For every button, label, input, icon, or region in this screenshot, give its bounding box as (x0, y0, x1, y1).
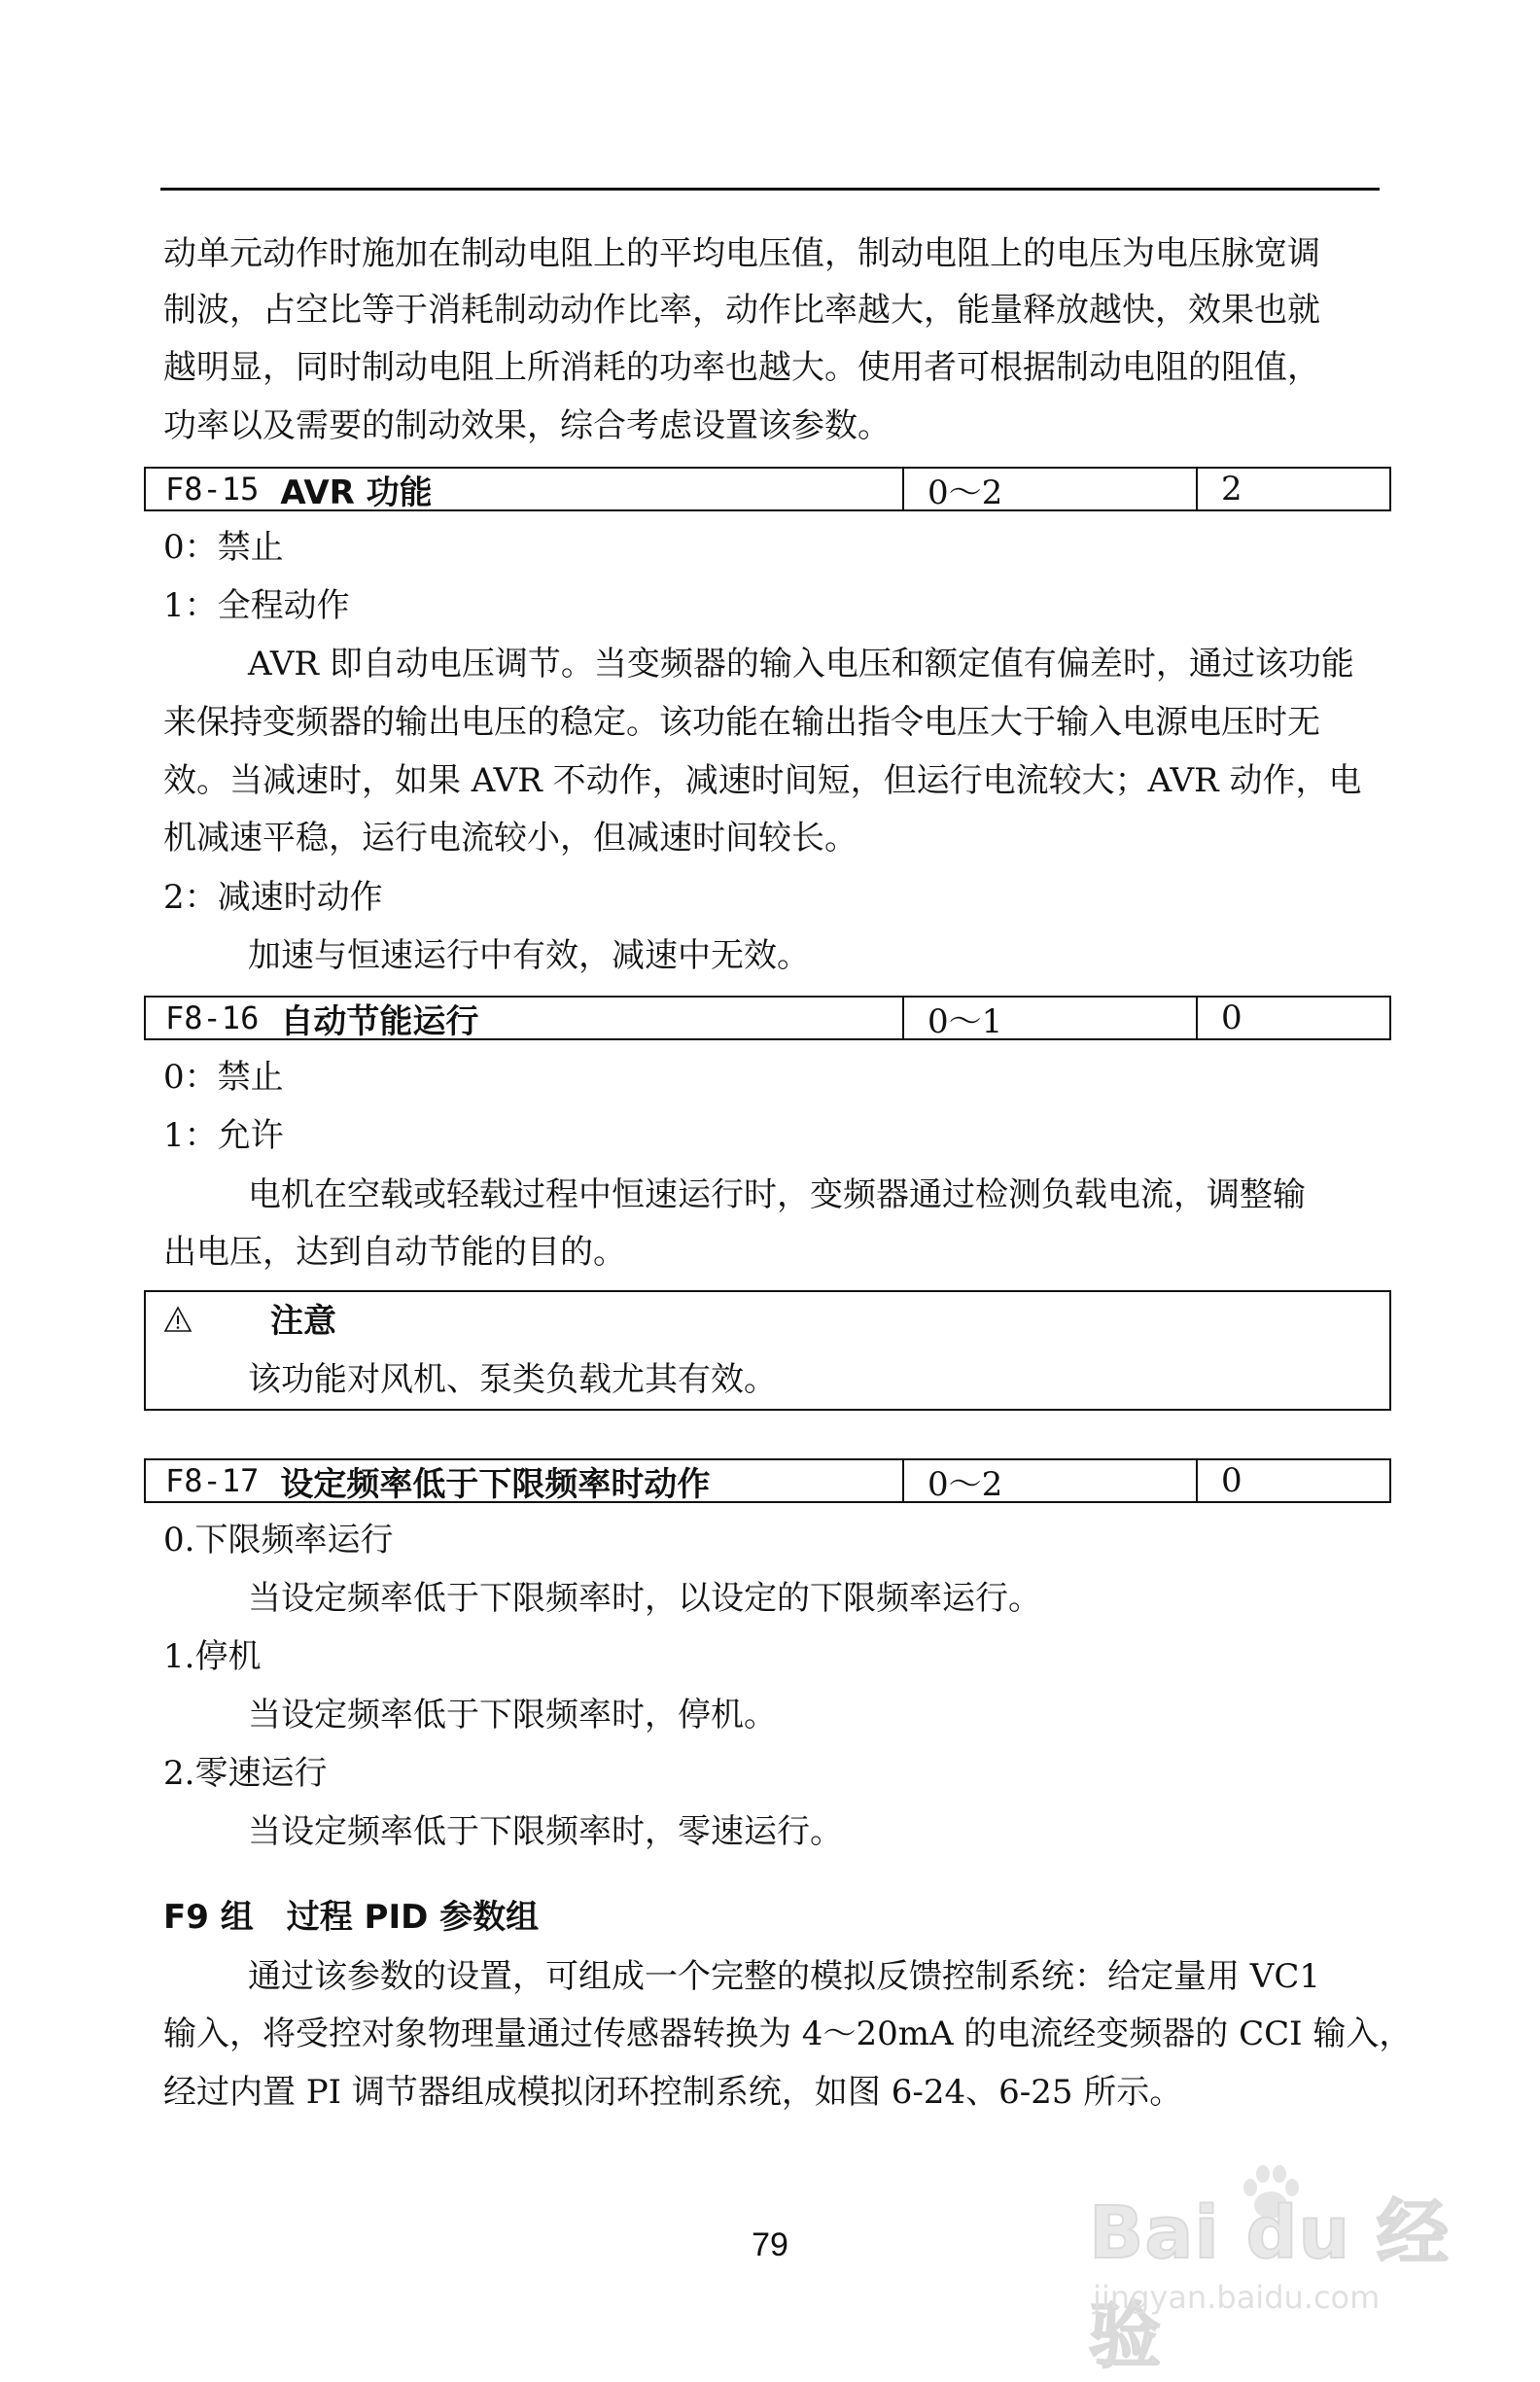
param-code: F8-16 (165, 999, 260, 1036)
section-para-line: 经过内置 PI 调节器组成模拟闭环控制系统，如图 6-24、6-25 所示。 (163, 2073, 1183, 2112)
option-line: 1：允许 (163, 1116, 284, 1155)
param-name-cell (146, 469, 904, 512)
desc-line: 效。当减速时，如果 AVR 不动作，减速时间短，但运行电流较大；AVR 动作，电 (163, 761, 1362, 800)
warning-icon (163, 1306, 192, 1333)
desc-line: 电机在空载或轻载过程中恒速运行时，变频器通过检测负载电流，调整输 (248, 1175, 1306, 1214)
option-line: 1：全程动作 (163, 586, 350, 625)
option-line: 1.停机 (163, 1637, 262, 1676)
watermark-url: jingyan.baidu.com (1093, 2279, 1381, 2316)
param-name: 设定频率低于下限频率时动作 (280, 1464, 711, 1504)
baidu-watermark (1079, 2156, 1468, 2378)
desc-line: 来保持变频器的输出电压的稳定。该功能在输出指令电压大于输入电源电压时无 (163, 703, 1320, 742)
param-range: 0～1 (904, 998, 1198, 1038)
param-code: F8-15 (165, 471, 260, 508)
desc-line: 当设定频率低于下限频率时，零速运行。 (248, 1812, 843, 1851)
desc-line: 机减速平稳，运行电流较小，但减速时间较长。 (163, 819, 858, 858)
note-title: 注意 (270, 1302, 336, 1341)
note-body: 该功能对风机、泵类负载尤其有效。 (248, 1360, 777, 1399)
desc-line: 当设定频率低于下限频率时，以设定的下限频率运行。 (248, 1579, 1041, 1618)
desc-line: 出电压，达到自动节能的目的。 (163, 1233, 626, 1272)
desc-line: 加速与恒速运行中有效，减速中无效。 (248, 936, 810, 975)
note-box (144, 1290, 1391, 1411)
param-default: 0 (1221, 1461, 1242, 1500)
param-table-f8-17 (144, 1458, 1391, 1503)
param-code: F8-17 (165, 1462, 260, 1499)
param-table-f8-15 (144, 467, 1391, 511)
param-range: 0～2 (904, 469, 1198, 509)
watermark-logo: Bai du 经验 (1089, 2191, 1450, 2378)
intro-line: 制波，占空比等于消耗制动动作比率，动作比率越大，能量释放越快，效果也就 (163, 291, 1320, 330)
param-name: AVR 功能 (280, 473, 433, 512)
param-range: 0～2 (904, 1460, 1198, 1501)
desc-line: AVR 即自动电压调节。当变频器的输入电压和额定值有偏差时，通过该功能 (248, 645, 1354, 683)
section-heading: F9 组 过程 PID 参数组 (163, 1898, 540, 1937)
desc-line: 当设定频率低于下限频率时，停机。 (248, 1696, 777, 1734)
page-number: 79 (752, 2226, 788, 2263)
section-para-line: 通过该参数的设置，可组成一个完整的模拟反馈控制系统：给定量用 VC1 (248, 1957, 1321, 1996)
option-line: 2.零速运行 (163, 1754, 328, 1793)
param-default: 0 (1221, 998, 1242, 1037)
option-line: 0：禁止 (163, 528, 284, 567)
header-rule (160, 188, 1380, 191)
param-default: 2 (1221, 470, 1242, 508)
param-table-f8-16 (144, 996, 1391, 1040)
param-name-cell (146, 998, 904, 1041)
param-name: 自动节能运行 (280, 1001, 479, 1041)
option-line: 0.下限频率运行 (163, 1521, 394, 1559)
intro-line: 越明显，同时制动电阻上所消耗的功率也越大。使用者可根据制动电阻的阻值， (163, 348, 1320, 387)
intro-line: 功率以及需要的制动效果，综合考虑设置该参数。 (163, 406, 891, 445)
option-line: 2：减速时动作 (163, 878, 383, 917)
option-line: 0：禁止 (163, 1058, 284, 1097)
section-para-line: 输入，将受控对象物理量通过传感器转换为 4～20mA 的电流经变频器的 CCI 输入， (163, 2014, 1413, 2053)
intro-line: 动单元动作时施加在制动电阻上的平均电压值，制动电阻上的电压为电压脉宽调 (163, 234, 1320, 273)
param-name-cell (146, 1460, 904, 1504)
